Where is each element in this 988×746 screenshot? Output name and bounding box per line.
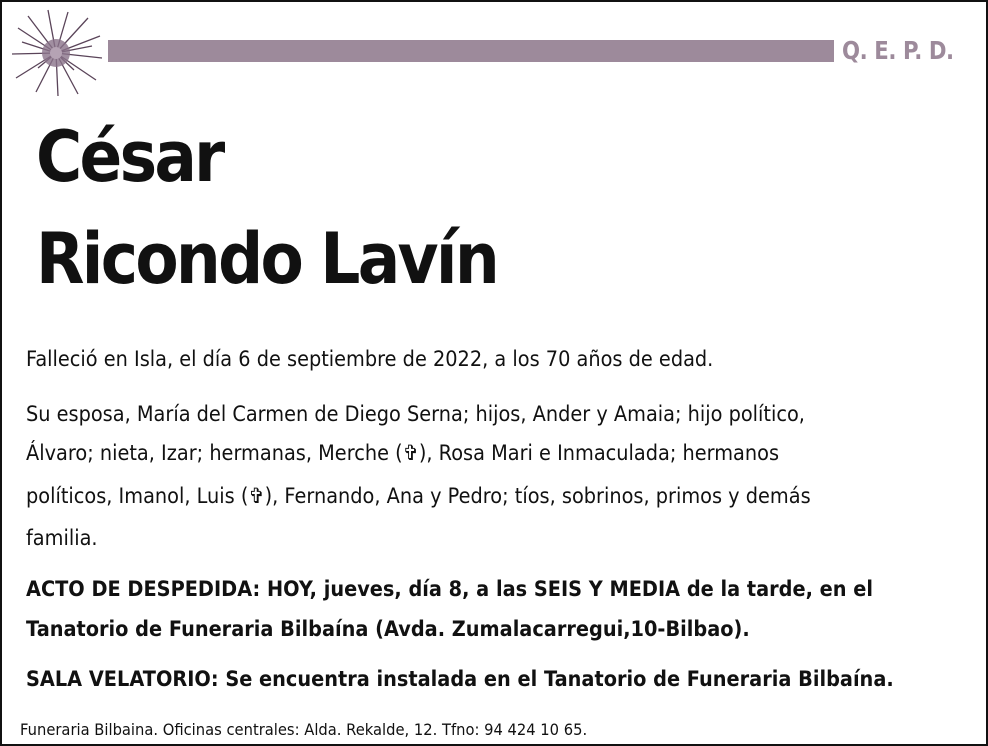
header-bar	[108, 40, 834, 62]
deceased-surnames: Ricondo Lavín	[36, 218, 497, 300]
thistle-flower-icon	[8, 8, 104, 98]
ceremony-line: ACTO DE DESPEDIDA: HOY, jueves, día 8, a las SEIS Y MEDIA de la tarde, en el	[26, 577, 873, 601]
wake-room-line: SALA VELATORIO: Se encuentra instalada en el Tanatorio de Funeraria Bilbaína.	[26, 667, 894, 691]
death-statement: Falleció en Isla, el día 6 de septiembre de 2022, a los 70 años de edad.	[26, 347, 714, 371]
qepd-label: Q. E. P. D.	[842, 36, 954, 65]
family-line: familia.	[26, 526, 98, 550]
deceased-first-name: César	[36, 116, 223, 198]
funeral-home-footer: Funeraria Bilbaina. Oficinas centrales: Alda. Rekalde, 12. Tfno: 94 424 10 65.	[20, 720, 588, 739]
family-line: Álvaro; nieta, Izar; hermanas, Merche (✞), Rosa Mari e Inmaculada; hermanos	[26, 441, 780, 465]
ceremony-line: Tanatorio de Funeraria Bilbaína (Avda. Zumalacarregui,10-Bilbao).	[26, 617, 750, 641]
family-line: Su esposa, María del Carmen de Diego Serna; hijos, Ander y Amaia; hijo político,	[26, 402, 805, 426]
family-line: políticos, Imanol, Luis (✞), Fernando, Ana y Pedro; tíos, sobrinos, primos y demás	[26, 484, 811, 508]
